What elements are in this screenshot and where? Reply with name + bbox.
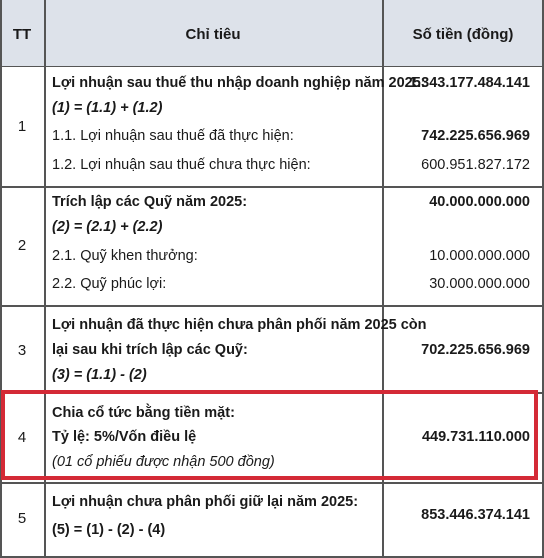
row-4-value: 449.731.110.000	[421, 429, 530, 445]
row-number: 5	[17, 510, 27, 527]
row-2-1-value: 10.000.000.000	[429, 248, 530, 264]
row-2-2-value: 30.000.000.000	[429, 276, 530, 292]
row-number: 2	[17, 237, 27, 254]
row-1-1-value: 742.225.656.969	[421, 128, 530, 144]
row-2-value: 40.000.000.000	[429, 194, 530, 210]
row-3-title-line-1: Lợi nhuận đã thực hiện chưa phân phối năm 2025 còn	[52, 317, 427, 333]
row-1-2-value: 600.951.827.172	[421, 157, 530, 173]
grid-line	[0, 305, 544, 307]
row-2-2-label: 2.2. Quỹ phúc lợi:	[52, 276, 167, 292]
row-1-formula: (1) = (1.1) + (1.2)	[52, 100, 163, 116]
header-chi-tieu: Chỉ tiêu	[185, 26, 241, 43]
row-1-title: Lợi nhuận sau thuế thu nhập doanh nghiệp năm 2025:	[52, 75, 426, 91]
row-1-1-label: 1.1. Lợi nhuận sau thuế đã thực hiện:	[52, 128, 294, 144]
row-4-note: (01 cổ phiếu được nhận 500 đồng)	[52, 454, 275, 470]
row-1-value: 1.343.177.484.141	[409, 75, 530, 91]
grid-line	[0, 482, 544, 484]
row-3-title-line-2: lại sau khi trích lập các Quỹ:	[52, 342, 248, 358]
row-3-value: 702.225.656.969	[421, 342, 530, 358]
header-so-tien: Số tiền (đồng)	[412, 26, 514, 43]
grid-line	[542, 0, 544, 558]
row-number: 3	[17, 342, 27, 359]
row-4-rate: Tỷ lệ: 5%/Vốn điều lệ	[52, 429, 197, 445]
row-2-formula: (2) = (2.1) + (2.2)	[52, 219, 163, 235]
table-header	[0, 0, 544, 67]
row-number: 4	[17, 429, 27, 446]
row-2-1-label: 2.1. Quỹ khen thưởng:	[52, 248, 198, 264]
row-2-title: Trích lập các Quỹ năm 2025:	[52, 194, 248, 210]
row-1-2-label: 1.2. Lợi nhuận sau thuế chưa thực hiện:	[52, 157, 311, 173]
row-5-formula: (5) = (1) - (2) - (4)	[52, 522, 166, 538]
grid-line	[0, 556, 544, 558]
row-number: 1	[17, 118, 27, 135]
row-5-value: 853.446.374.141	[421, 507, 530, 523]
row-5-title: Lợi nhuận chưa phân phối giữ lại năm 2025:	[52, 494, 359, 510]
row-4-title: Chia cổ tức bằng tiền mặt:	[52, 405, 235, 421]
highlight-box	[1, 390, 538, 480]
row-3-formula: (3) = (1.1) - (2)	[52, 367, 147, 383]
header-tt: TT	[12, 26, 32, 43]
grid-line	[0, 186, 544, 188]
